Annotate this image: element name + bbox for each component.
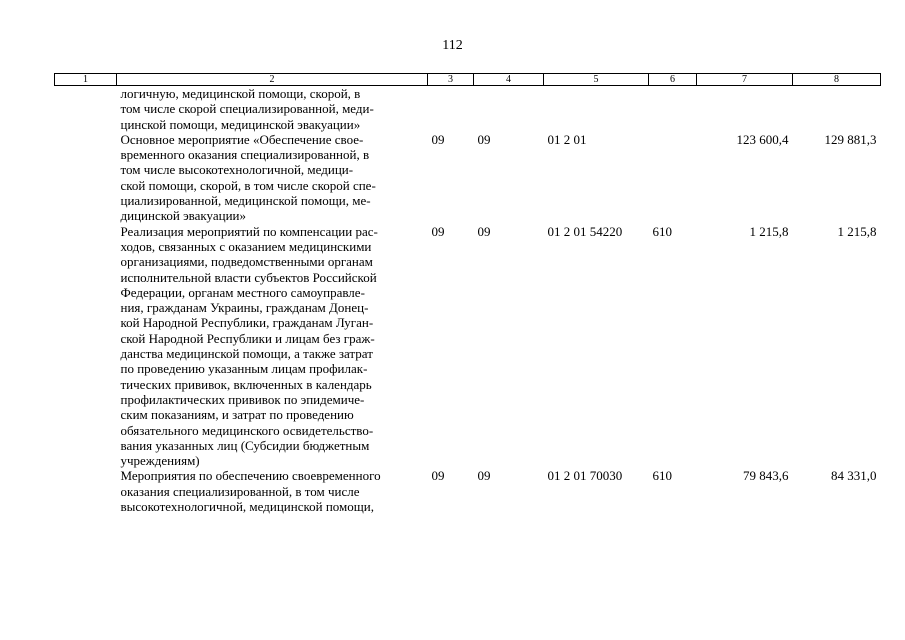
- description-line: дицинской эвакуации»: [120, 208, 246, 224]
- expense-type-code-cell: 610: [652, 223, 672, 239]
- target-article-code-cell: 01 2 01: [547, 131, 587, 147]
- description-line: кой Народной Республики, гражданам Луган-: [120, 315, 374, 331]
- section-code-cell: [428, 86, 474, 132]
- description-line: том числе высокотехнологичной, медици-: [120, 162, 354, 178]
- amount-year-2-cell: 84 331,0: [831, 468, 877, 484]
- amount-year-2-cell: 1 215,8: [837, 223, 877, 239]
- amount-year-2-cell: [793, 86, 881, 132]
- target-article-code-cell: [544, 86, 649, 132]
- table-row: [55, 86, 881, 132]
- section-code-cell: 09: [431, 468, 445, 484]
- description-line: тических прививок, включенных в календарь: [120, 376, 372, 392]
- item-description-cell: [117, 468, 428, 514]
- amount-year-1-cell: 1 215,8: [749, 223, 789, 239]
- column-header: 1: [55, 74, 117, 86]
- description-line: обязательного медицинского освидетельство-: [120, 422, 374, 438]
- column-header: 3: [428, 74, 474, 86]
- description-line: исполнительной власти субъектов Российской: [120, 269, 377, 285]
- column-header: 7: [697, 74, 793, 86]
- subsection-code-cell: 09: [477, 468, 491, 484]
- description-line: том числе скорой специализированной, меди-: [120, 101, 374, 117]
- description-line: вания указанных лиц (Субсидии бюджетным: [120, 437, 370, 453]
- item-description-cell: [117, 132, 428, 224]
- amount-year-1-cell: 123 600,4: [736, 131, 789, 147]
- subsection-code-cell: [474, 86, 544, 132]
- column-number-row: [55, 74, 881, 86]
- amount-year-2-cell: 129 881,3: [824, 131, 877, 147]
- description-line: цинской помощи, медицинской эвакуации»: [120, 116, 361, 132]
- description-line: Мероприятия по обеспечению своевременного: [120, 468, 381, 484]
- subsection-code-cell: 09: [477, 223, 491, 239]
- description-line: ской помощи, скорой, в том числе скорой спе-: [120, 177, 376, 193]
- description-line: профилактических прививок по эпидемиче-: [120, 391, 365, 407]
- table-row: [55, 224, 881, 469]
- column-header: 2: [117, 74, 428, 86]
- row-number-cell: [55, 468, 117, 514]
- description-line: по проведению указанным лицам профилак-: [120, 361, 368, 377]
- description-line: циализированной, медицинской помощи, ме-: [120, 193, 371, 209]
- description-line: данства медицинской помощи, а также затрат: [120, 346, 373, 362]
- column-header: 8: [793, 74, 881, 86]
- section-code-cell: 09: [431, 223, 445, 239]
- column-header: 6: [649, 74, 697, 86]
- column-header: 5: [544, 74, 649, 86]
- description-line: временного оказания специализированной, в: [120, 147, 370, 163]
- target-article-code-cell: 01 2 01 54220: [547, 223, 623, 239]
- description-line: высокотехнологичной, медицинской помощи,: [120, 499, 374, 515]
- table-header: [55, 74, 881, 86]
- row-number-cell: [55, 224, 117, 469]
- item-description-cell: [117, 86, 428, 132]
- description-line: Реализация мероприятий по компенсации рас-: [120, 223, 378, 239]
- description-line: оказания специализированной, в том числе: [120, 483, 360, 499]
- expense-type-code-cell: [649, 132, 697, 224]
- column-header: 4: [474, 74, 544, 86]
- description-line: ской Народной Республики и лицам без граж-: [120, 330, 375, 346]
- item-description-cell: [117, 224, 428, 469]
- amount-year-1-cell: [697, 86, 793, 132]
- subsection-code-cell: 09: [477, 131, 491, 147]
- page-number: 112: [442, 38, 463, 53]
- description-line: учреждениям): [120, 453, 200, 469]
- table-row: [55, 132, 881, 224]
- amount-year-1-cell: 79 843,6: [743, 468, 789, 484]
- description-line: Федерации, органам местного самоуправле-: [120, 284, 365, 300]
- description-line: логичную, медицинской помощи, скорой, в: [120, 86, 361, 101]
- table-row: [55, 468, 881, 514]
- expense-type-code-cell: [649, 86, 697, 132]
- budget-table: [54, 73, 881, 514]
- section-code-cell: 09: [431, 131, 445, 147]
- target-article-code-cell: 01 2 01 70030: [547, 468, 623, 484]
- description-line: ским показаниям, и затрат по проведению: [120, 407, 354, 423]
- description-line: организациями, подведомственными органам: [120, 254, 373, 270]
- table-body: [55, 86, 881, 515]
- description-line: ния, гражданам Украины, гражданам Донец-: [120, 300, 369, 316]
- expense-type-code-cell: 610: [652, 468, 672, 484]
- description-line: ходов, связанных с оказанием медицинскими: [120, 238, 372, 254]
- description-line: Основное мероприятие «Обеспечение свое-: [120, 131, 364, 147]
- row-number-cell: [55, 86, 117, 132]
- row-number-cell: [55, 132, 117, 224]
